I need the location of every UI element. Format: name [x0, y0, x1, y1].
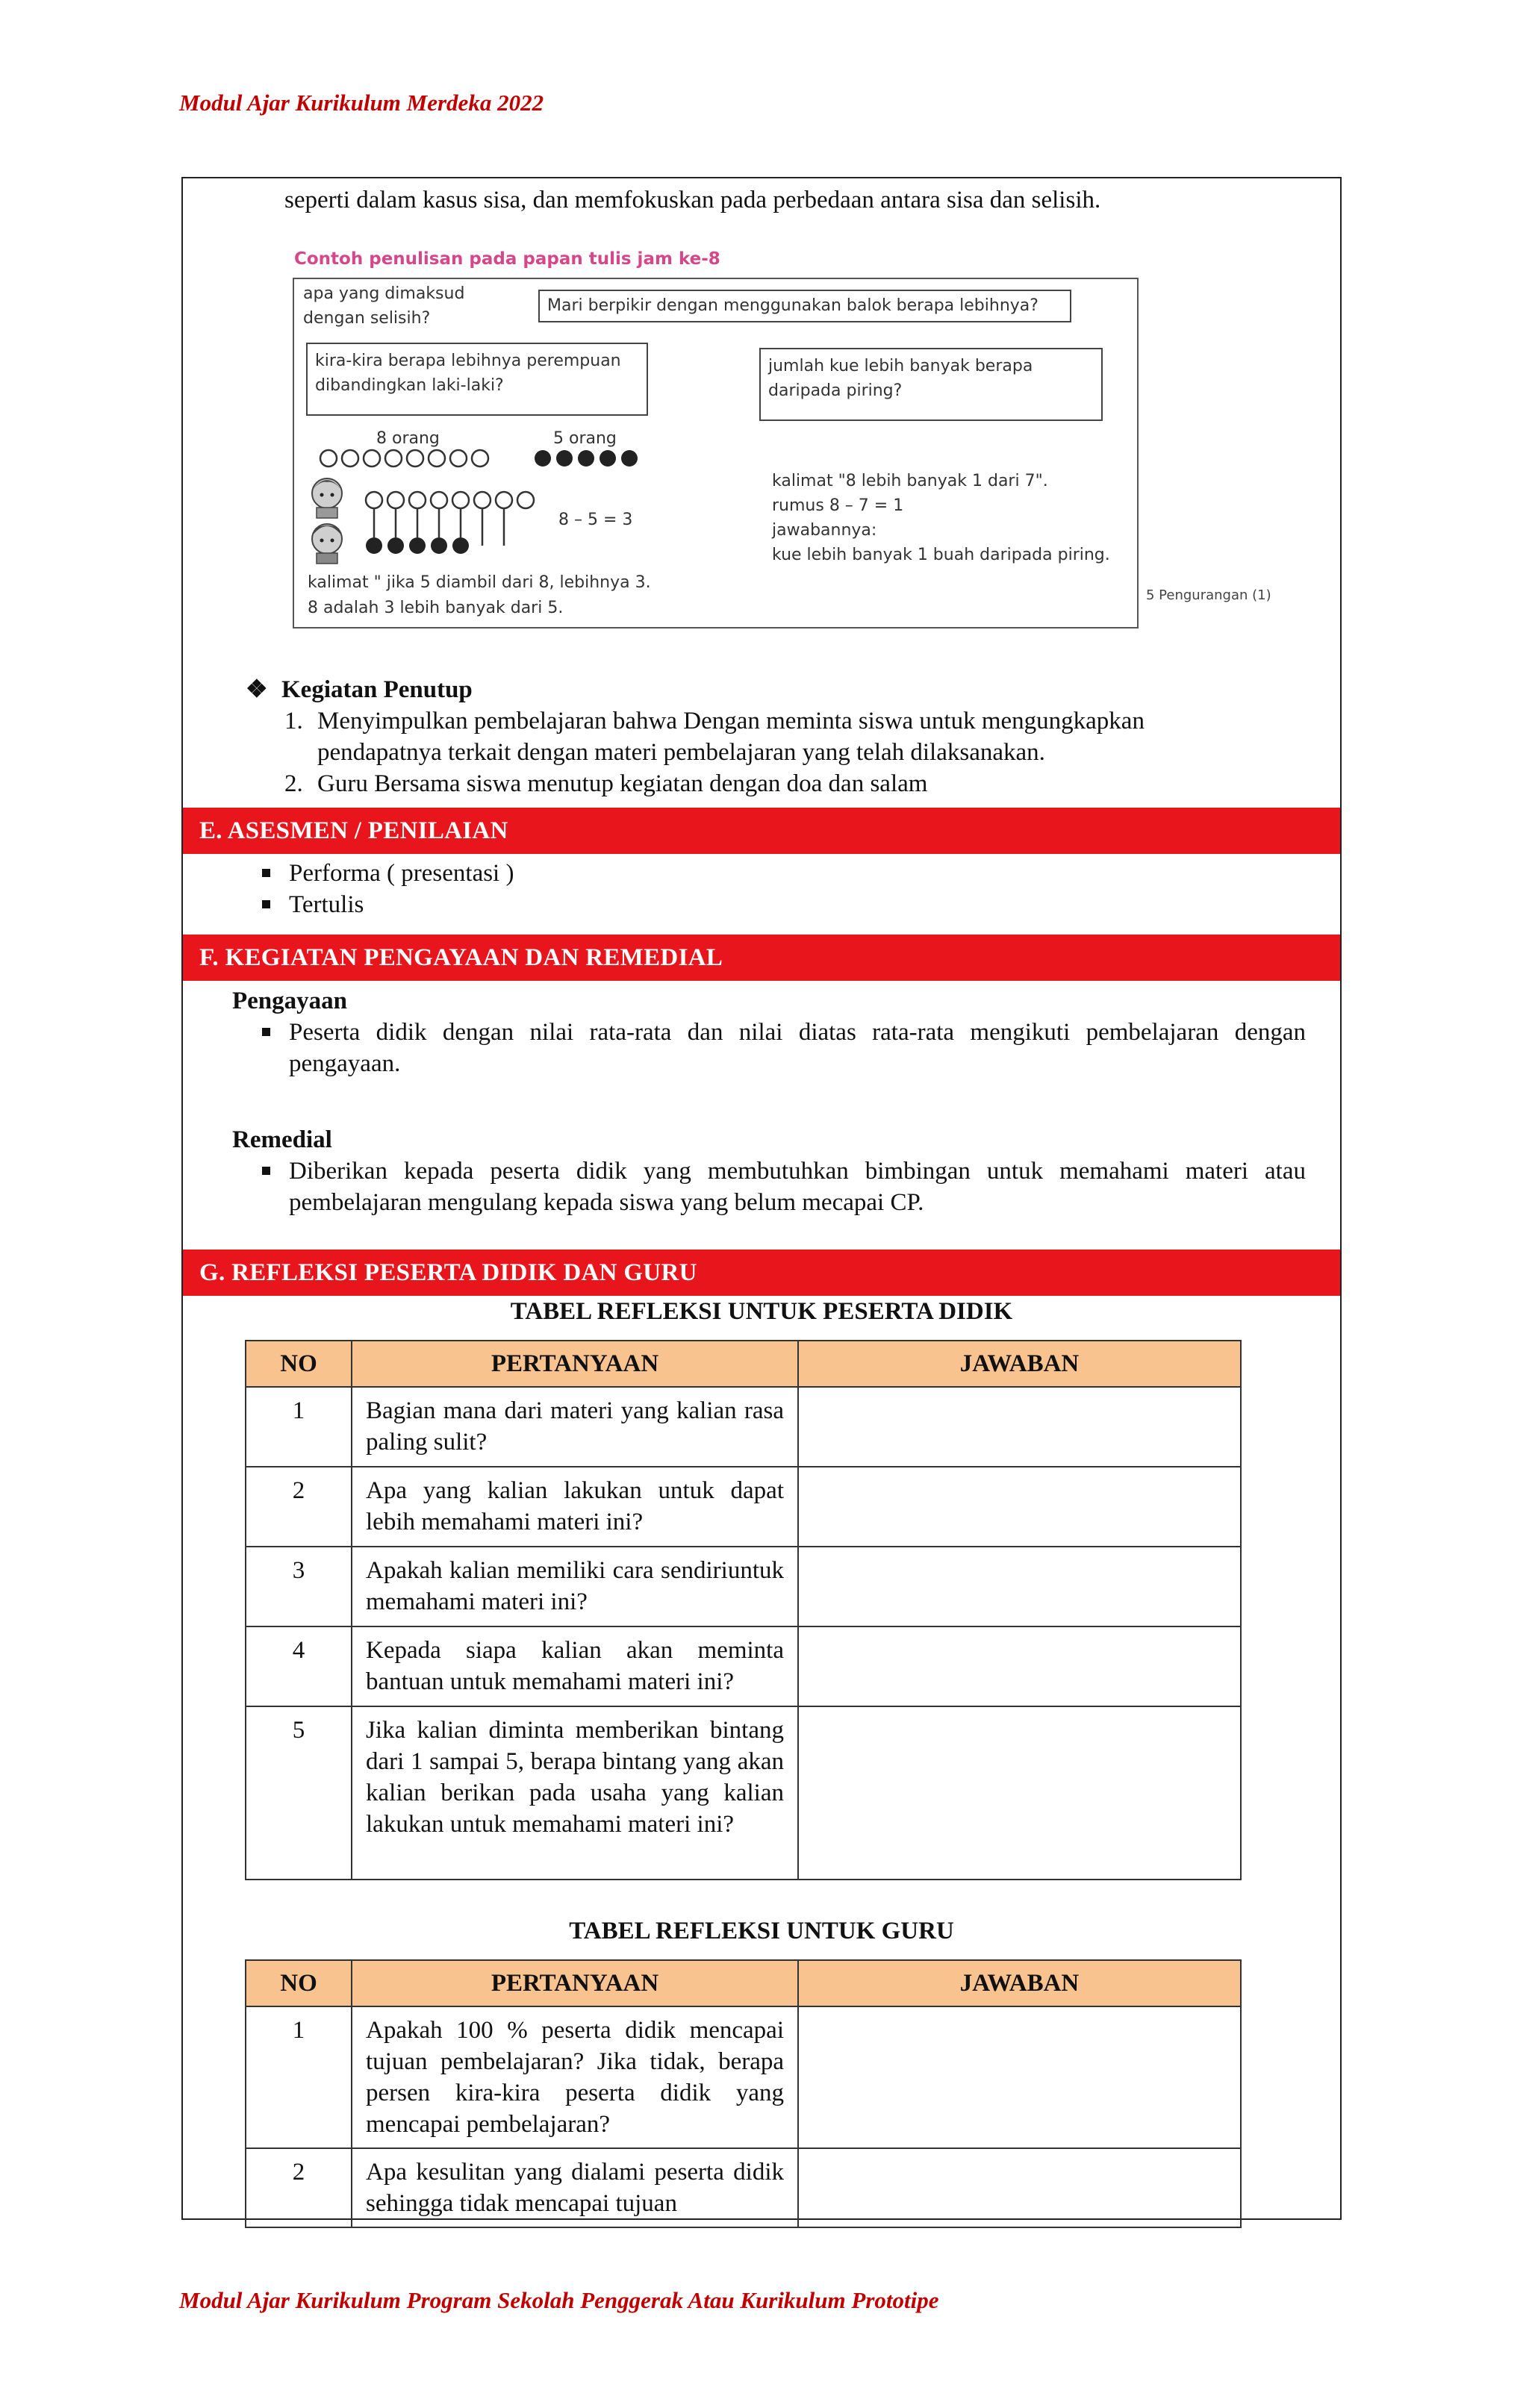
board-right-line2: rumus 8 – 7 = 1: [772, 496, 904, 515]
label-5-orang: 5 orang: [553, 429, 617, 448]
row-number: 1: [246, 2006, 352, 2148]
closing-item-2-number: 2.: [284, 770, 303, 797]
closing-section: [246, 674, 473, 705]
section-f-heading: F. KEGIATAN PENGAYAAN DAN REMEDIAL: [183, 935, 1340, 981]
board-right-line4: kue lebih banyak 1 buah daripada piring.: [772, 546, 1110, 564]
table-row: [246, 1626, 1241, 1706]
girls-circles-top: [320, 450, 488, 467]
enrichment-item: Peserta didik dengan nilai rata-rata dan nilai diatas rata-rata mengikuti pembelajaran dengan pengayaan.: [238, 1017, 1306, 1079]
closing-item-1-number: 1.: [284, 708, 303, 734]
row-number: 4: [246, 1626, 352, 1706]
board-title: Contoh penulisan pada papan tulis jam ke-8: [294, 249, 720, 269]
row-number: 2: [246, 2148, 352, 2227]
section-g-heading: G. REFLEKSI PESERTA DIDIK DAN GURU: [183, 1250, 1340, 1296]
row-question: Apakah kalian memiliki cara sendiriuntuk memahami materi ini?: [352, 1547, 798, 1626]
row-answer-cell[interactable]: [798, 1387, 1241, 1467]
table-row: [246, 2006, 1241, 2148]
table-row: [246, 1467, 1241, 1547]
boy-icon: [312, 524, 342, 564]
closing-list: [284, 705, 1307, 799]
think-box: Mari berpikir dengan menggunakan balok berapa lebihnya?: [538, 290, 1071, 322]
row-question: Apa kesulitan yang dialami peserta didik sehingga tidak mencapai tujuan: [352, 2148, 798, 2227]
page-header: Modul Ajar Kurikulum Merdeka 2022: [179, 90, 544, 116]
closing-title: Kegiatan Penutup: [281, 676, 473, 703]
boys-dots-bottom: [366, 537, 469, 554]
board-equation: 8 – 5 = 3: [558, 511, 633, 529]
header-answer: JAWABAN: [798, 1341, 1241, 1387]
closing-item-1: [284, 705, 1307, 737]
row-number: 3: [246, 1547, 352, 1626]
row-question: Jika kalian diminta memberikan bintang dari 1 sampai 5, berapa bintang yang akan kalian berikan pada usaha yang kalian lakukan untuk memahami materi ini?: [352, 1706, 798, 1880]
table-header-row: [246, 1341, 1241, 1387]
enrichment-list: [238, 1017, 1306, 1079]
row-question: Bagian mana dari materi yang kalian rasa paling sulit?: [352, 1387, 798, 1467]
board-question-line1: apa yang dimaksud: [303, 284, 465, 303]
girls-box-line1: kira-kira berapa lebihnya perempuan: [315, 352, 621, 370]
cake-box-line2: daripada piring?: [768, 381, 903, 400]
row-question: Apakah 100 % peserta didik mencapai tujuan pembelajaran? Jika tidak, berapa persen kira-kira peserta didik yang mencapai pembelajaran?: [352, 2006, 798, 2148]
row-question: Apa yang kalian lakukan untuk dapat lebih memahami materi ini?: [352, 1467, 798, 1547]
board-right-line3: jawabannya:: [772, 521, 877, 540]
row-answer-cell[interactable]: [798, 1467, 1241, 1547]
girl-icon: [312, 478, 342, 518]
row-answer-cell[interactable]: [798, 2148, 1241, 2227]
board-sentence-left-line2: 8 adalah 3 lebih banyak dari 5.: [308, 599, 564, 617]
board-right-line1: kalimat "8 lebih banyak 1 dari 7".: [772, 472, 1048, 490]
student-reflection-table: [245, 1340, 1242, 1880]
table-header-row: [246, 1960, 1241, 2006]
table-row: [246, 1387, 1241, 1467]
girls-box-line2: dibandingkan laki-laki?: [315, 376, 504, 395]
row-number: 5: [246, 1706, 352, 1880]
assessment-list: [238, 858, 514, 920]
row-answer-cell[interactable]: [798, 1547, 1241, 1626]
remedial-item: Diberikan kepada peserta didik yang membutuhkan bimbingan untuk memahami materi atau pembelajaran mengulang kepada siswa yang belum mecapai CP.: [238, 1155, 1306, 1218]
board-question-line2: dengan selisih?: [303, 309, 431, 328]
figure-caption: 5 Pengurangan (1): [1146, 587, 1271, 603]
blackboard-illustration: [293, 278, 1139, 628]
remedial-list: [238, 1155, 1306, 1218]
row-question: Kepada siapa kalian akan meminta bantuan untuk memahami materi ini?: [352, 1626, 798, 1706]
enrichment-title: Pengayaan: [232, 988, 348, 1014]
label-8-orang: 8 orang: [376, 429, 440, 448]
table-row: [246, 1706, 1241, 1880]
closing-item-2: [284, 768, 1307, 799]
teacher-table-title: TABEL REFLEKSI UNTUK GURU: [569, 1918, 954, 1944]
girls-circles-bottom: [366, 492, 534, 508]
row-answer-cell[interactable]: [798, 1706, 1241, 1880]
header-answer: JAWABAN: [798, 1960, 1241, 2006]
diamond-bullet-icon: ❖: [246, 676, 268, 703]
header-question: PERTANYAAN: [352, 1960, 798, 2006]
header-no: NO: [246, 1341, 352, 1387]
student-table-title: TABEL REFLEKSI UNTUK PESERTA DIDIK: [510, 1298, 1013, 1325]
page-footer: Modul Ajar Kurikulum Program Sekolah Penggerak Atau Kurikulum Prototipe: [179, 2287, 939, 2313]
teacher-reflection-table: [245, 1959, 1242, 2228]
header-no: NO: [246, 1960, 352, 2006]
row-answer-cell[interactable]: [798, 2006, 1241, 2148]
assessment-item: Tertulis: [238, 889, 514, 920]
intro-line: seperti dalam kasus sisa, dan memfokuskan pada perbedaan antara sisa dan selisih.: [284, 187, 1101, 213]
table-row: [246, 2148, 1241, 2227]
table-row: [246, 1547, 1241, 1626]
row-answer-cell[interactable]: [798, 1626, 1241, 1706]
cake-box-line1: jumlah kue lebih banyak berapa: [768, 357, 1033, 375]
content-frame: [181, 177, 1342, 2220]
section-e-heading: E. ASESMEN / PENILAIAN: [183, 808, 1340, 854]
assessment-item: Performa ( presentasi ): [238, 858, 514, 889]
header-question: PERTANYAAN: [352, 1341, 798, 1387]
boys-dots-top: [535, 450, 638, 467]
board-sentence-left-line1: kalimat " jika 5 diambil dari 8, lebihnya 3.: [308, 573, 651, 592]
closing-item-1-line2: pendapatnya terkait dengan materi pembelajaran yang telah dilaksanakan.: [317, 739, 1045, 766]
row-number: 2: [246, 1467, 352, 1547]
closing-item-1-line1: Menyimpulkan pembelajaran bahwa Dengan meminta siswa untuk mengungkapkan: [317, 708, 1145, 734]
row-number: 1: [246, 1387, 352, 1467]
closing-item-2-line1: Guru Bersama siswa menutup kegiatan dengan doa dan salam: [317, 770, 928, 797]
remedial-title: Remedial: [232, 1126, 332, 1153]
